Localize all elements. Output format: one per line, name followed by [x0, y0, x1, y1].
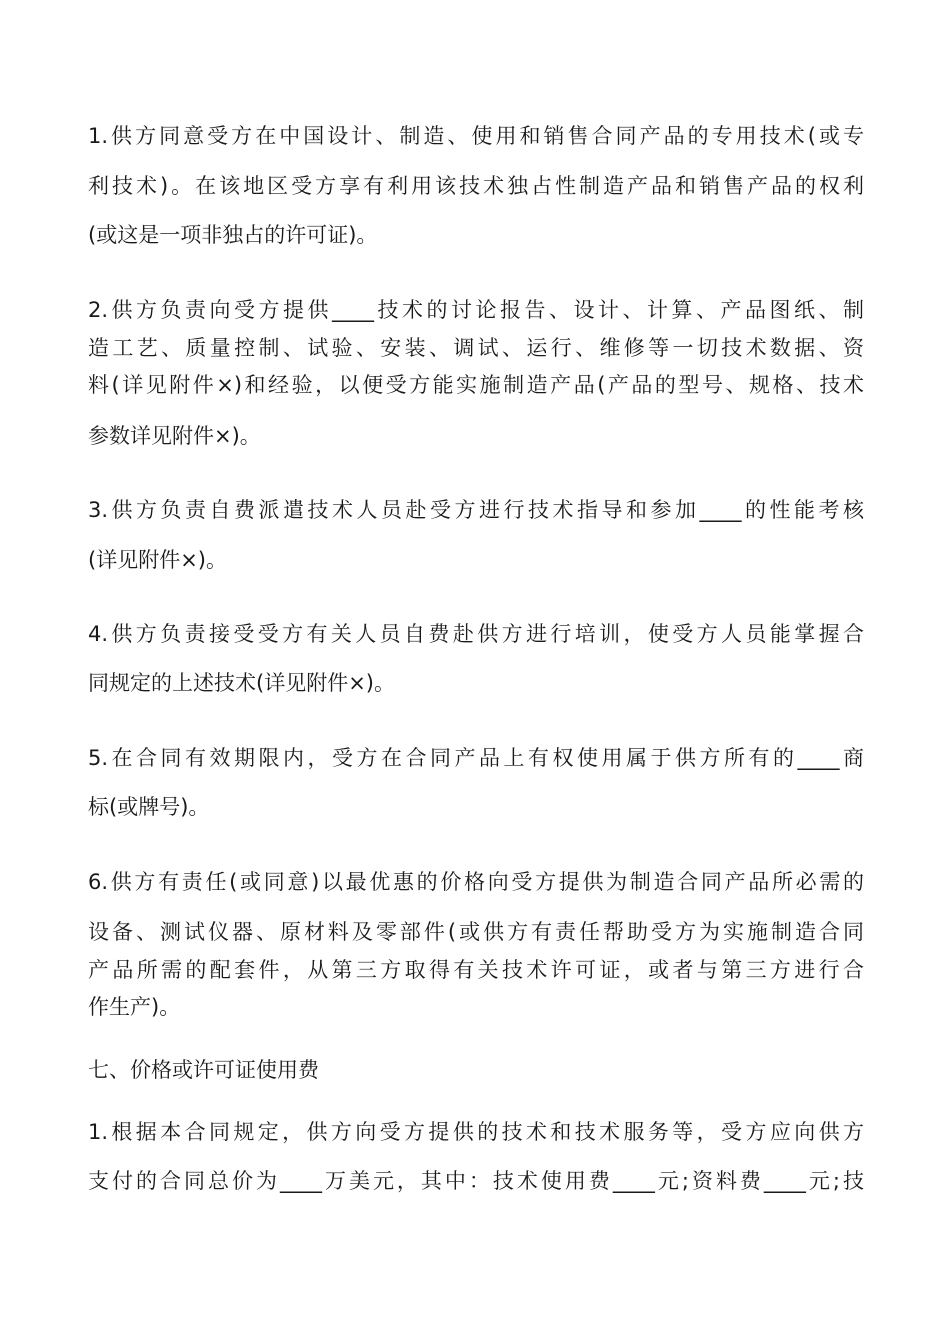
clause-5-line-1: 5.在合同有效期限内，受方在合同产品上有权使用属于供方所有的____商 — [88, 746, 864, 770]
clause-4-line-1: 4.供方负责接受受方有关人员自费赴供方进行培训，使受方人员能掌握合 — [88, 622, 864, 646]
clause-1-line-1: 1.供方同意受方在中国设计、制造、使用和销售合同产品的专用技术(或专 — [88, 124, 864, 148]
clause-6-line-1: 6.供方有责任(或同意)以最优惠的价格向受方提供为制造合同产品所必需的 — [88, 870, 864, 894]
clause-3-line-2: (详见附件×)。 — [88, 548, 227, 572]
clause-2-line-4: 参数详见附件×)。 — [88, 424, 261, 448]
clause-2-line-3: 料(详见附件×)和经验，以便受方能实施制造产品(产品的型号、规格、技术 — [88, 373, 864, 397]
clause-2-line-2: 造工艺、质量控制、试验、安装、调试、运行、维修等一切技术数据、资 — [88, 336, 864, 360]
clause-5-line-2: 标(或牌号)。 — [88, 795, 210, 819]
clause-1-line-2: 利技术)。在该地区受方享有利用该技术独占性制造产品和销售产品的权利 — [88, 174, 864, 198]
section-7-clause-1-line-1: 1.根据本合同规定，供方向受方提供的技术和技术服务等，受方应向供方 — [88, 1120, 864, 1144]
clause-6-line-2: 设备、测试仪器、原材料及零部件(或供方有责任帮助受方为实施制造合同 — [88, 920, 864, 944]
clause-2-line-1: 2.供方负责向受方提供____技术的讨论报告、设计、计算、产品图纸、制 — [88, 298, 864, 322]
section-7-heading: 七、价格或许可证使用费 — [88, 1058, 319, 1082]
clause-3-line-1: 3.供方负责自费派遣技术人员赴受方进行技术指导和参加____的性能考核 — [88, 498, 864, 522]
clause-6-line-4: 作生产)。 — [88, 995, 181, 1019]
clause-6-line-3: 产品所需的配套件，从第三方取得有关技术许可证，或者与第三方进行合 — [88, 958, 864, 982]
section-7-clause-1-line-2: 支付的合同总价为____万美元，其中：技术使用费____元;资料费____元;技 — [88, 1169, 864, 1193]
clause-4-line-2: 同规定的上述技术(详见附件×)。 — [88, 671, 395, 695]
clause-1-line-3: (或这是一项非独占的许可证)。 — [88, 223, 378, 247]
